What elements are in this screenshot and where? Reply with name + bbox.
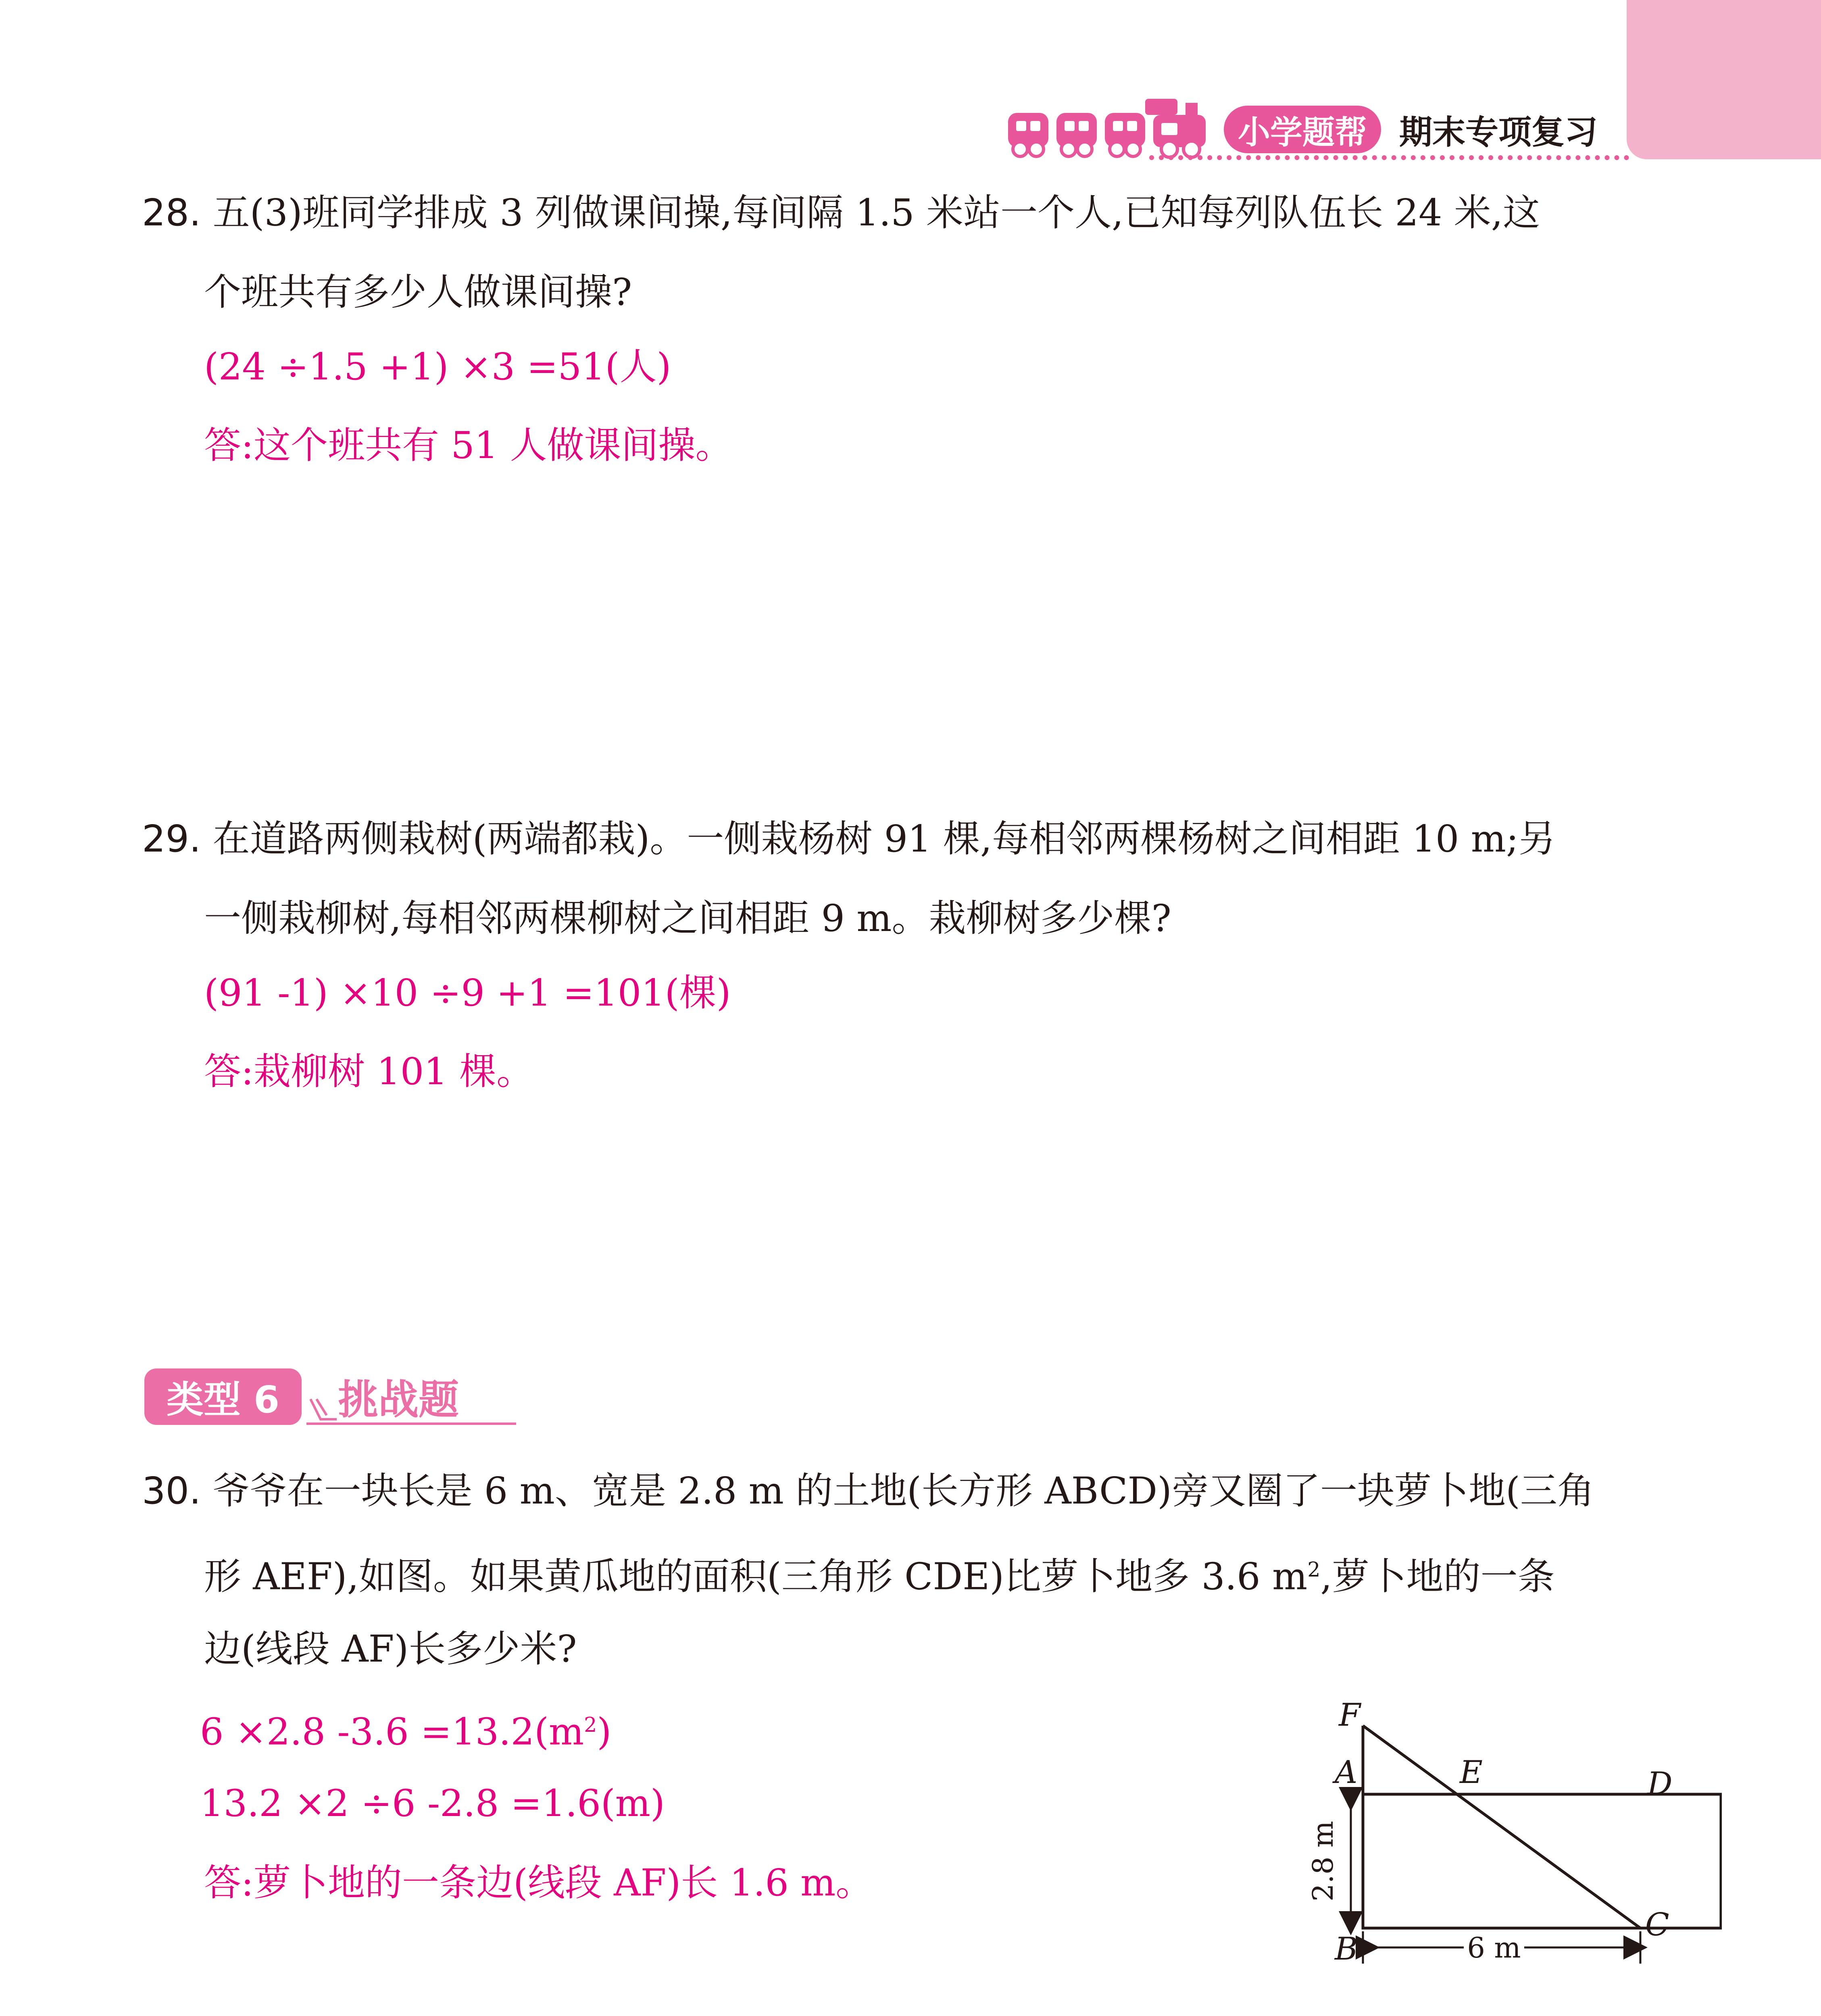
geometry-figure	[1282, 1693, 1722, 1984]
question-number: 30.	[142, 1469, 201, 1512]
label-d: D	[1647, 1766, 1673, 1802]
answer-part: 6 ×2.8 -3.6 =13.2(m	[200, 1710, 584, 1754]
brand-label: 小学题帮	[1224, 106, 1381, 153]
question-number: 28.	[142, 191, 201, 234]
question-text-part: 形 AEF),如图。如果黄瓜地的面积(三角形 CDE)比萝卜地多 3.6 m	[204, 1555, 1308, 1598]
header-divider	[1149, 155, 1629, 160]
superscript: 2	[1307, 1558, 1321, 1581]
answer-28-statement: 答:这个班共有 51 人做课间操。	[204, 424, 733, 467]
answer-29-statement: 答:栽柳树 101 棵。	[204, 1050, 534, 1093]
question-29-line2: 一侧栽柳树,每相邻两棵柳树之间相距 9 m。栽柳树多少棵?	[204, 897, 1171, 940]
question-text: 爷爷在一块长是 6 m、宽是 2.8 m 的土地(长方形 ABCD)旁又圈了一块萝卜地(三角	[213, 1469, 1594, 1512]
question-text: 五(3)班同学排成 3 列做课间操,每间隔 1.5 米站一个人,已知每列队伍长 24 米,这	[213, 191, 1540, 234]
label-c: C	[1645, 1907, 1669, 1943]
header-title: 期末专项复习	[1399, 113, 1598, 152]
question-29-line1	[142, 815, 1556, 863]
answer-part: )	[597, 1710, 612, 1754]
question-30-line3: 边(线段 AF)长多少米?	[204, 1627, 577, 1670]
answer-28-equation: (24 ÷1.5 +1) ×3 =51(人)	[204, 345, 671, 388]
superscript: 2	[584, 1713, 597, 1737]
question-30-line1	[142, 1467, 1594, 1515]
question-number: 29.	[142, 817, 201, 860]
answer-30-equation2: 13.2 ×2 ÷6 -2.8 =1.6(m)	[200, 1782, 665, 1825]
section-underline	[306, 1422, 516, 1425]
question-text-part: ,萝卜地的一条	[1320, 1555, 1555, 1598]
question-text: 在道路两侧栽树(两端都栽)。一侧栽杨树 91 棵,每相邻两棵杨树之间相距 10 m;另	[213, 817, 1556, 860]
answer-29-equation: (91 -1) ×10 ÷9 +1 =101(棵)	[204, 971, 731, 1014]
label-f: F	[1339, 1697, 1361, 1733]
double-chevron-icon	[308, 1395, 341, 1423]
width-label: 6 m	[1467, 1931, 1521, 1964]
question-30-line2	[204, 1545, 1555, 1601]
label-a: A	[1335, 1754, 1358, 1791]
label-e: E	[1460, 1754, 1483, 1791]
height-label: 2.8 m	[1306, 1821, 1340, 1901]
label-b: B	[1335, 1931, 1358, 1967]
segment-fc	[1363, 1726, 1640, 1928]
section-badge: 类型 6	[144, 1368, 302, 1425]
train-icon	[1004, 91, 1214, 163]
section-title: 挑战题	[338, 1376, 459, 1423]
answer-30-equation1	[200, 1701, 611, 1756]
header-corner-tab	[1627, 0, 1821, 159]
answer-30-statement: 答:萝卜地的一条边(线段 AF)长 1.6 m。	[204, 1861, 873, 1904]
question-28-line1	[142, 189, 1540, 237]
question-28-line2: 个班共有多少人做课间操?	[204, 271, 632, 314]
